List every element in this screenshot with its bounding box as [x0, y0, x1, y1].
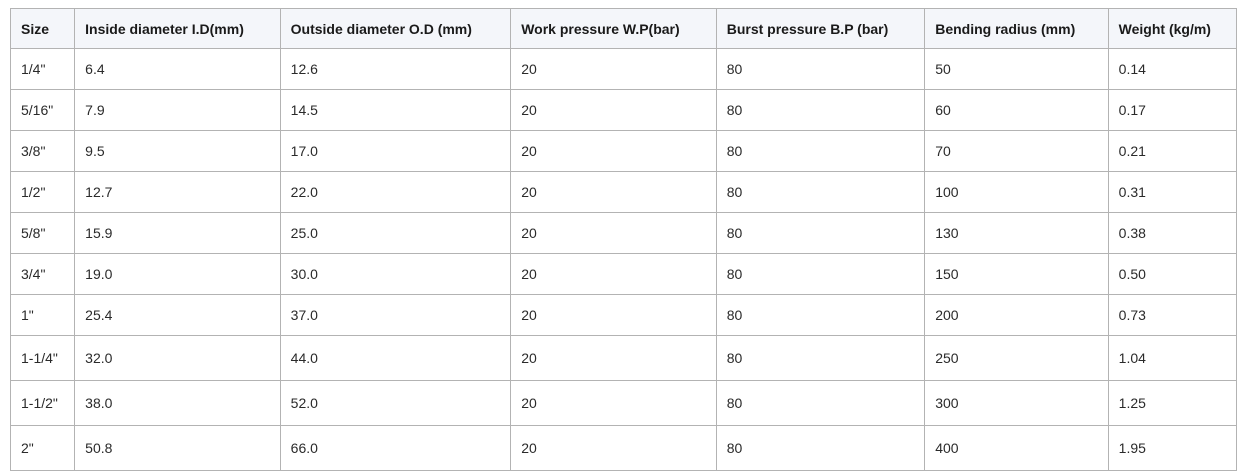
- cell-weight: 1.25: [1108, 381, 1236, 426]
- cell-outside-diameter: 37.0: [280, 295, 511, 336]
- cell-weight: 0.31: [1108, 172, 1236, 213]
- spec-table-container: [10, 8, 1237, 471]
- table-row: [11, 90, 1237, 131]
- cell-size: 1-1/4": [11, 336, 75, 381]
- cell-size: 5/8": [11, 213, 75, 254]
- cell-size: 1/2": [11, 172, 75, 213]
- cell-weight: 0.21: [1108, 131, 1236, 172]
- cell-work-pressure: 20: [511, 213, 717, 254]
- cell-size: 2": [11, 426, 75, 471]
- cell-inside-diameter: 19.0: [75, 254, 281, 295]
- cell-work-pressure: 20: [511, 49, 717, 90]
- cell-bending-radius: 100: [925, 172, 1108, 213]
- cell-burst-pressure: 80: [716, 49, 925, 90]
- cell-bending-radius: 250: [925, 336, 1108, 381]
- cell-weight: 0.38: [1108, 213, 1236, 254]
- cell-inside-diameter: 38.0: [75, 381, 281, 426]
- cell-inside-diameter: 9.5: [75, 131, 281, 172]
- cell-work-pressure: 20: [511, 254, 717, 295]
- cell-inside-diameter: 7.9: [75, 90, 281, 131]
- header-inside-diameter: Inside diameter I.D(mm): [75, 9, 281, 49]
- cell-burst-pressure: 80: [716, 213, 925, 254]
- cell-weight: 1.95: [1108, 426, 1236, 471]
- table-row: [11, 131, 1237, 172]
- cell-burst-pressure: 80: [716, 131, 925, 172]
- hose-spec-table: [10, 8, 1237, 471]
- cell-bending-radius: 200: [925, 295, 1108, 336]
- table-header-row: [11, 9, 1237, 49]
- cell-inside-diameter: 15.9: [75, 213, 281, 254]
- header-weight: Weight (kg/m): [1108, 9, 1236, 49]
- cell-inside-diameter: 12.7: [75, 172, 281, 213]
- cell-outside-diameter: 17.0: [280, 131, 511, 172]
- header-work-pressure: Work pressure W.P(bar): [511, 9, 717, 49]
- table-row: [11, 295, 1237, 336]
- table-row: [11, 49, 1237, 90]
- table-row: [11, 381, 1237, 426]
- cell-inside-diameter: 32.0: [75, 336, 281, 381]
- cell-size: 5/16": [11, 90, 75, 131]
- cell-bending-radius: 70: [925, 131, 1108, 172]
- table-row: [11, 254, 1237, 295]
- cell-burst-pressure: 80: [716, 336, 925, 381]
- cell-bending-radius: 130: [925, 213, 1108, 254]
- table-row: [11, 172, 1237, 213]
- cell-inside-diameter: 25.4: [75, 295, 281, 336]
- cell-size: 3/4": [11, 254, 75, 295]
- cell-bending-radius: 400: [925, 426, 1108, 471]
- cell-burst-pressure: 80: [716, 426, 925, 471]
- cell-outside-diameter: 44.0: [280, 336, 511, 381]
- cell-work-pressure: 20: [511, 131, 717, 172]
- cell-weight: 0.50: [1108, 254, 1236, 295]
- cell-size: 1-1/2": [11, 381, 75, 426]
- cell-work-pressure: 20: [511, 381, 717, 426]
- cell-bending-radius: 50: [925, 49, 1108, 90]
- cell-size: 1/4": [11, 49, 75, 90]
- cell-weight: 0.14: [1108, 49, 1236, 90]
- table-row: [11, 213, 1237, 254]
- header-outside-diameter: Outside diameter O.D (mm): [280, 9, 511, 49]
- cell-work-pressure: 20: [511, 90, 717, 131]
- cell-outside-diameter: 12.6: [280, 49, 511, 90]
- cell-burst-pressure: 80: [716, 295, 925, 336]
- cell-outside-diameter: 25.0: [280, 213, 511, 254]
- cell-weight: 0.17: [1108, 90, 1236, 131]
- cell-weight: 0.73: [1108, 295, 1236, 336]
- cell-bending-radius: 150: [925, 254, 1108, 295]
- cell-work-pressure: 20: [511, 172, 717, 213]
- cell-burst-pressure: 80: [716, 172, 925, 213]
- cell-burst-pressure: 80: [716, 90, 925, 131]
- cell-work-pressure: 20: [511, 295, 717, 336]
- cell-size: 1": [11, 295, 75, 336]
- cell-outside-diameter: 66.0: [280, 426, 511, 471]
- cell-weight: 1.04: [1108, 336, 1236, 381]
- table-row: [11, 336, 1237, 381]
- cell-outside-diameter: 22.0: [280, 172, 511, 213]
- cell-size: 3/8": [11, 131, 75, 172]
- header-bending-radius: Bending radius (mm): [925, 9, 1108, 49]
- cell-bending-radius: 60: [925, 90, 1108, 131]
- cell-burst-pressure: 80: [716, 254, 925, 295]
- header-size: Size: [11, 9, 75, 49]
- cell-inside-diameter: 50.8: [75, 426, 281, 471]
- table-row: [11, 426, 1237, 471]
- cell-bending-radius: 300: [925, 381, 1108, 426]
- cell-outside-diameter: 14.5: [280, 90, 511, 131]
- cell-outside-diameter: 30.0: [280, 254, 511, 295]
- header-burst-pressure: Burst pressure B.P (bar): [716, 9, 925, 49]
- cell-work-pressure: 20: [511, 336, 717, 381]
- cell-inside-diameter: 6.4: [75, 49, 281, 90]
- cell-work-pressure: 20: [511, 426, 717, 471]
- cell-burst-pressure: 80: [716, 381, 925, 426]
- cell-outside-diameter: 52.0: [280, 381, 511, 426]
